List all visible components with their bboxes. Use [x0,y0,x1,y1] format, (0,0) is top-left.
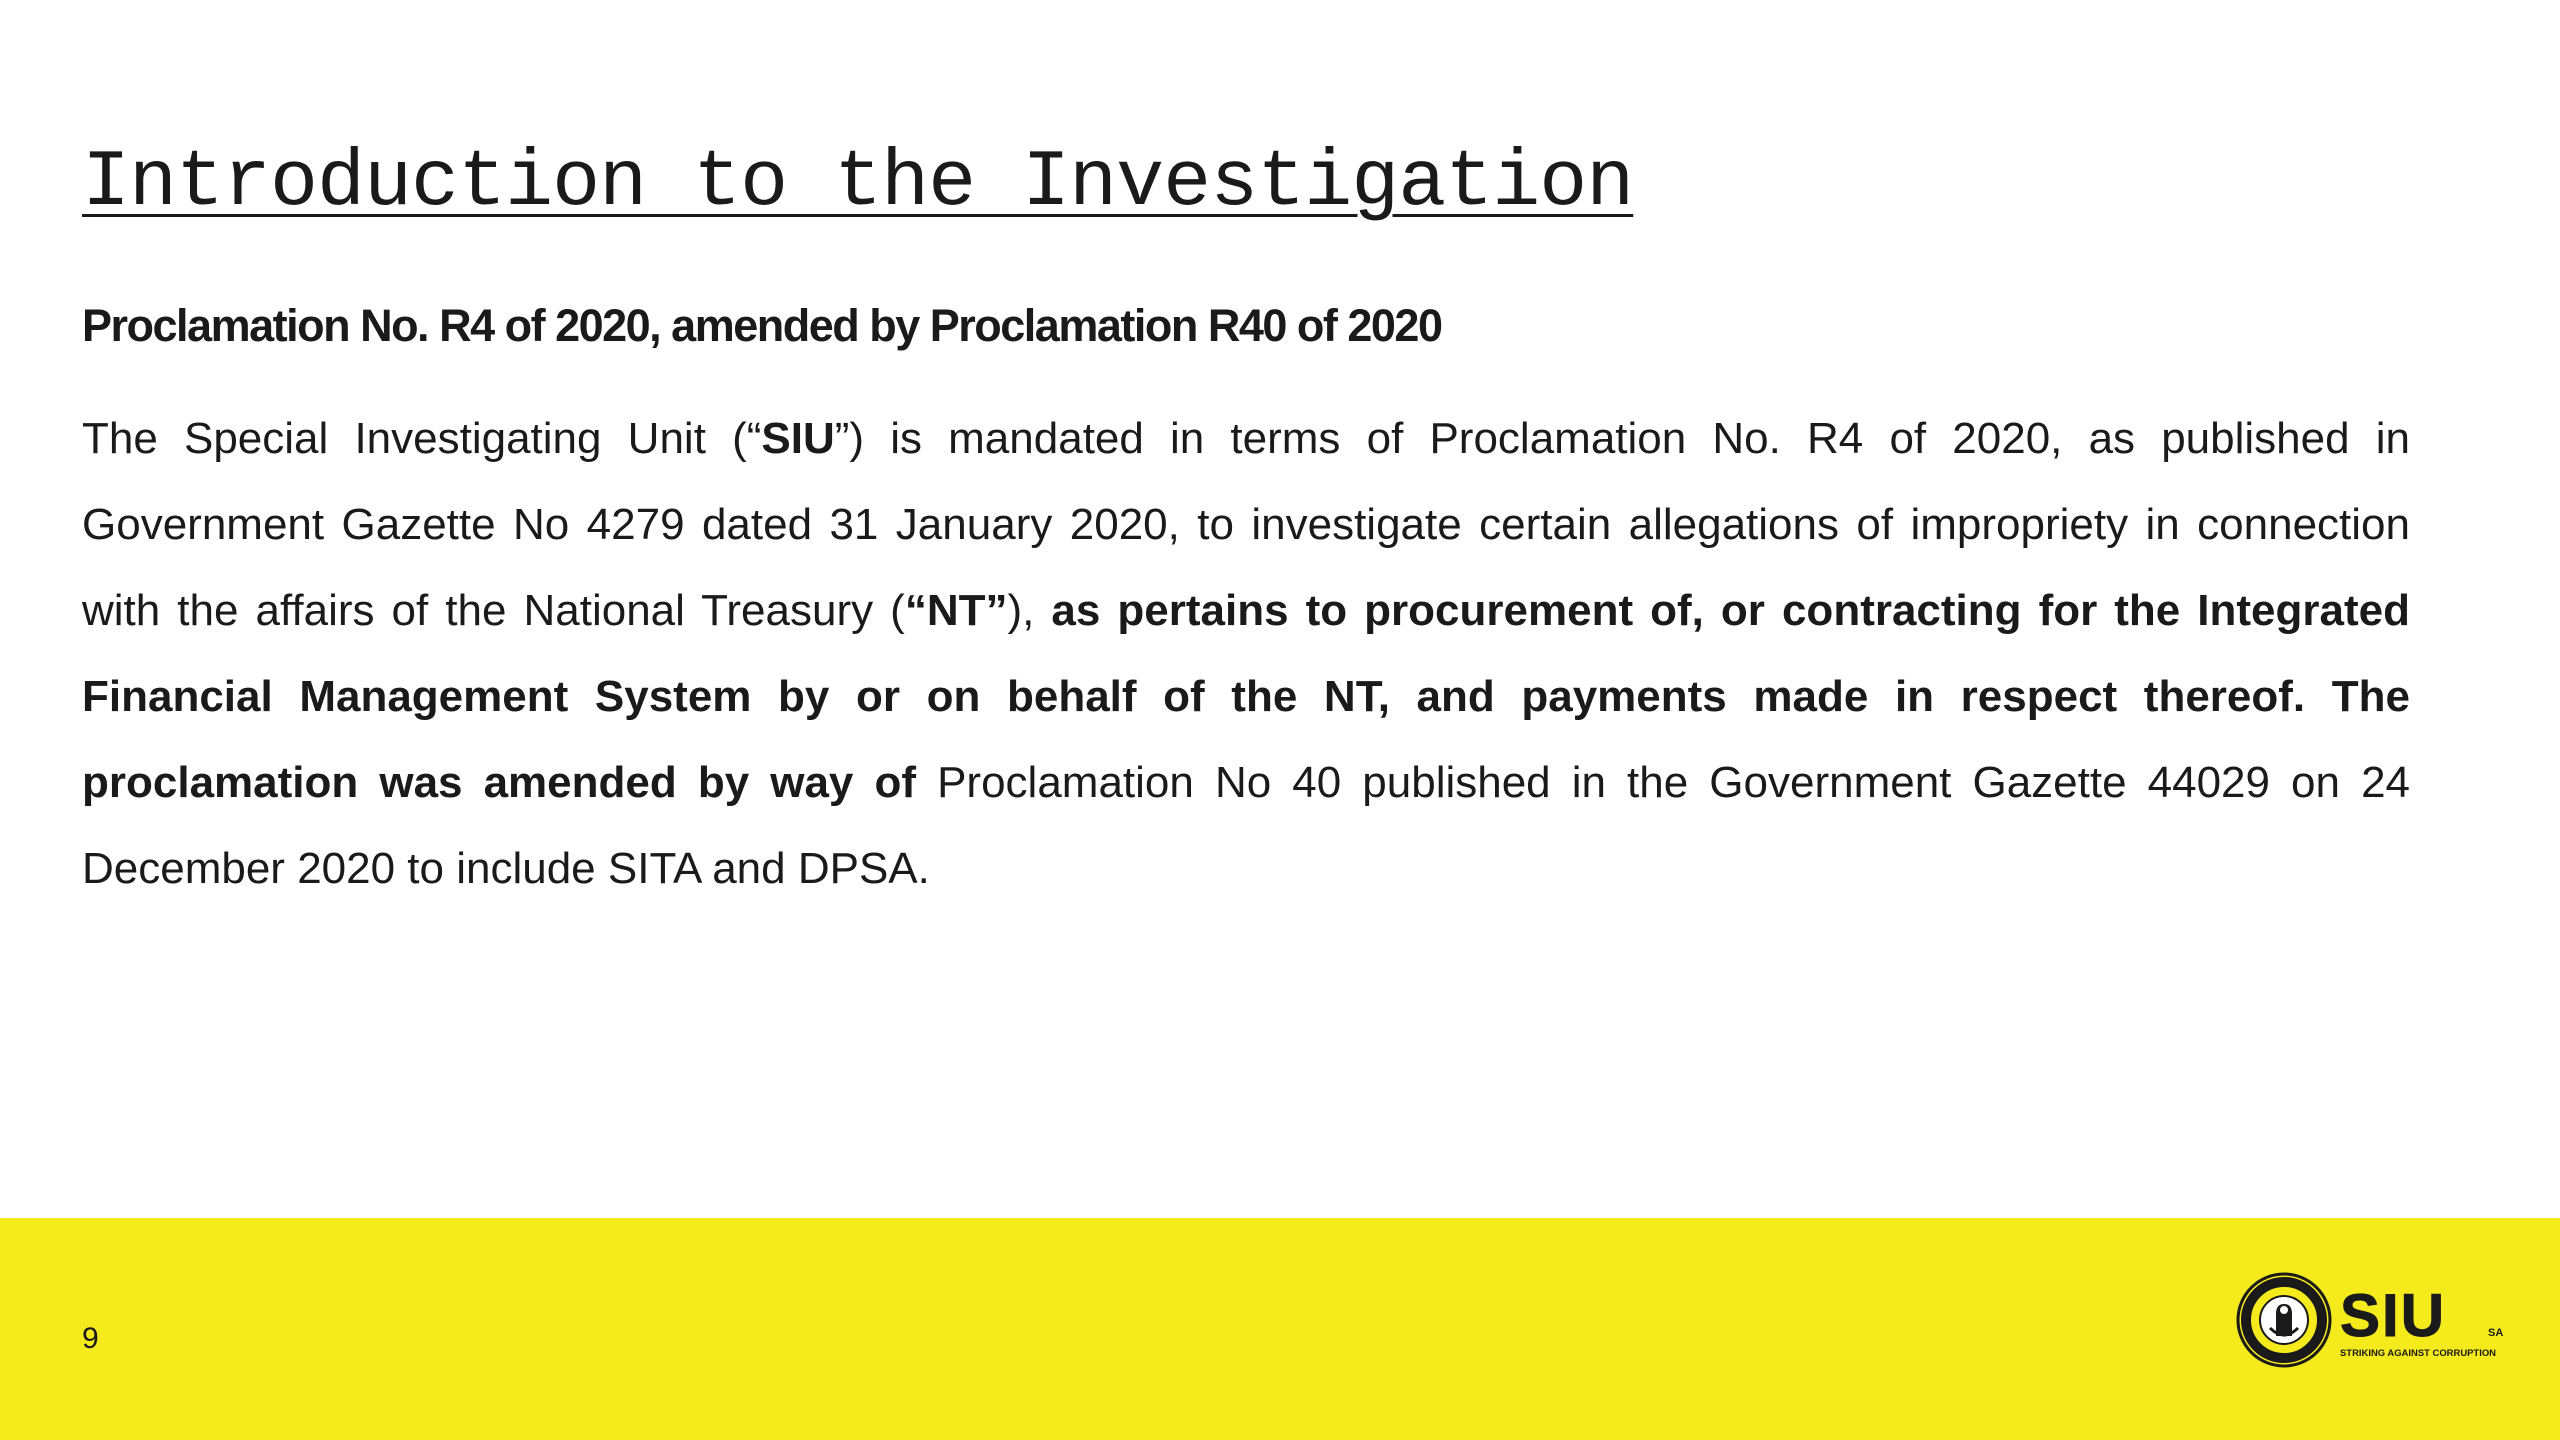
body-text-1: The Special Investigating Unit (“ [82,414,762,463]
siu-seal-logo-icon [2236,1270,2506,1370]
body-bold-scope: as pertains to procurement of, or contracting for the Integrated Financial Management System by or on behalf of the NT, and payments made in respect thereof. The proclamation was amended by way of [82,586,2411,807]
body-text-4: Proclamation No 40 published in the Government Gazette 44029 on 24 December 2020 to include SITA and DPSA. [82,758,2411,893]
siu-suffix: SA [2488,1327,2504,1339]
siu-wordmark: SIU [2340,1282,2447,1349]
slide-subtitle: Proclamation No. R4 of 2020, amended by Proclamation R40 of 2020 [82,300,1442,351]
body-text-3: ), [1007,586,1052,635]
body-bold-nt: “NT” [904,586,1008,635]
body-paragraph [82,396,2410,912]
footer-bar [0,1218,2560,1440]
siu-tagline: STRIKING AGAINST CORRUPTION [2340,1348,2497,1359]
body-bold-siu: SIU [761,414,835,463]
body-text-2: ”) is mandated in terms of Proclamation No. R4 of 2020, as published in Government Gazette No 4279 dated 31 January 2020, to investigate certain allegations of impropriety in connection with the affairs of the National Treasury ( [82,414,2410,635]
page-number: 9 [82,1322,99,1355]
slide-title: Introduction to the Investigation [82,138,1634,229]
